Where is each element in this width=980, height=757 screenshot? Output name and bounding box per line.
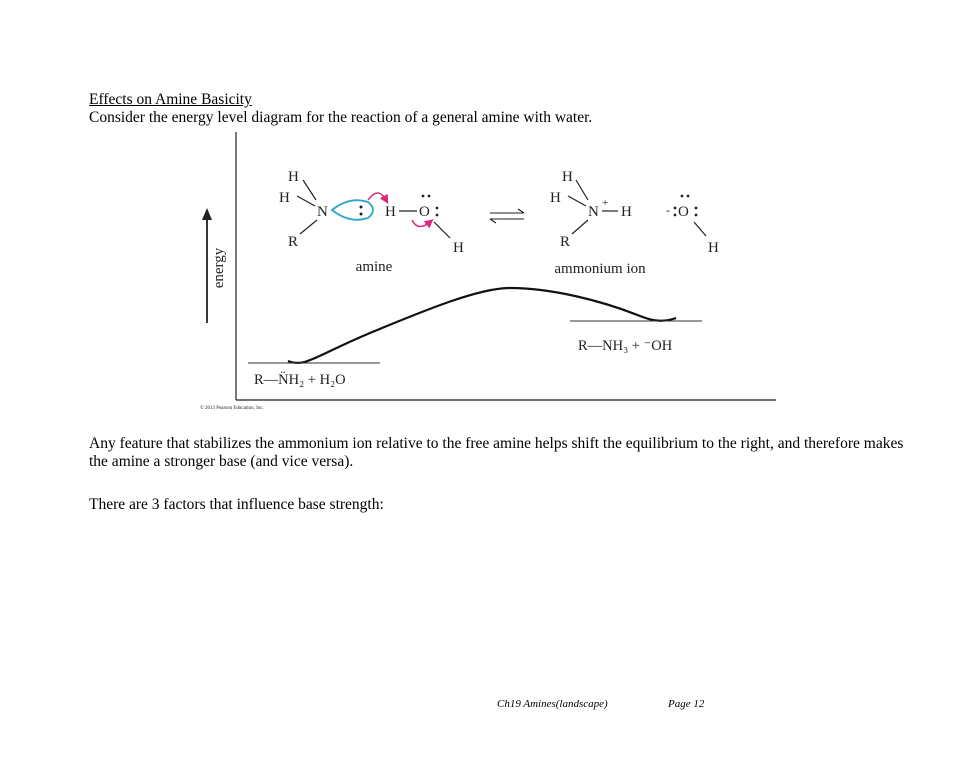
lone-pair-orbital	[332, 200, 373, 220]
svg-text:H: H	[708, 240, 719, 256]
curved-arrow-1	[368, 193, 386, 200]
products-label: R—NH₃ + ⁻OH	[578, 338, 673, 354]
svg-text:N: N	[588, 204, 599, 220]
footer-chapter: Ch19 Amines(landscape)	[497, 698, 608, 710]
ammonium-label: ammonium ion	[554, 261, 646, 277]
svg-text:H: H	[621, 204, 632, 220]
intro-text: Consider the energy level diagram for the reaction of a general amine with water.	[89, 109, 593, 126]
factors-line: There are 3 factors that influence base strength:	[89, 496, 384, 513]
svg-text:H: H	[550, 190, 561, 206]
svg-text:-: -	[666, 203, 670, 217]
svg-text:H: H	[288, 169, 299, 185]
energy-diagram	[190, 128, 790, 413]
energy-axis-label: energy	[211, 247, 227, 289]
energy-arrowhead	[202, 208, 212, 220]
ammonium-structure	[550, 169, 719, 256]
svg-text:R: R	[288, 234, 299, 250]
reactants-label: R—N̈H₂ + H₂O	[254, 372, 346, 388]
svg-text:R: R	[560, 234, 571, 250]
curved-arrow-2	[412, 220, 430, 227]
copyright-text: © 2013 Pearson Education, Inc.	[200, 406, 264, 411]
svg-text:H: H	[385, 204, 396, 220]
svg-text:H: H	[562, 169, 573, 185]
svg-text:H: H	[453, 240, 464, 256]
page-heading: Effects on Amine Basicity	[89, 91, 252, 108]
svg-text:O: O	[678, 204, 689, 220]
amine-structure	[279, 169, 464, 256]
svg-text:H: H	[279, 190, 290, 206]
stabilization-paragraph: Any feature that stabilizes the ammonium ion relative to the free amine helps shift the equilibrium to the right, and therefore makes the amine a stronger base (and vice versa).	[89, 435, 904, 470]
svg-text:O: O	[419, 204, 430, 220]
amine-label: amine	[355, 259, 393, 275]
equilibrium-arrows	[490, 209, 524, 223]
footer-page: Page 12	[668, 698, 705, 710]
svg-text:N: N	[317, 204, 328, 220]
svg-text:+: +	[602, 197, 609, 209]
